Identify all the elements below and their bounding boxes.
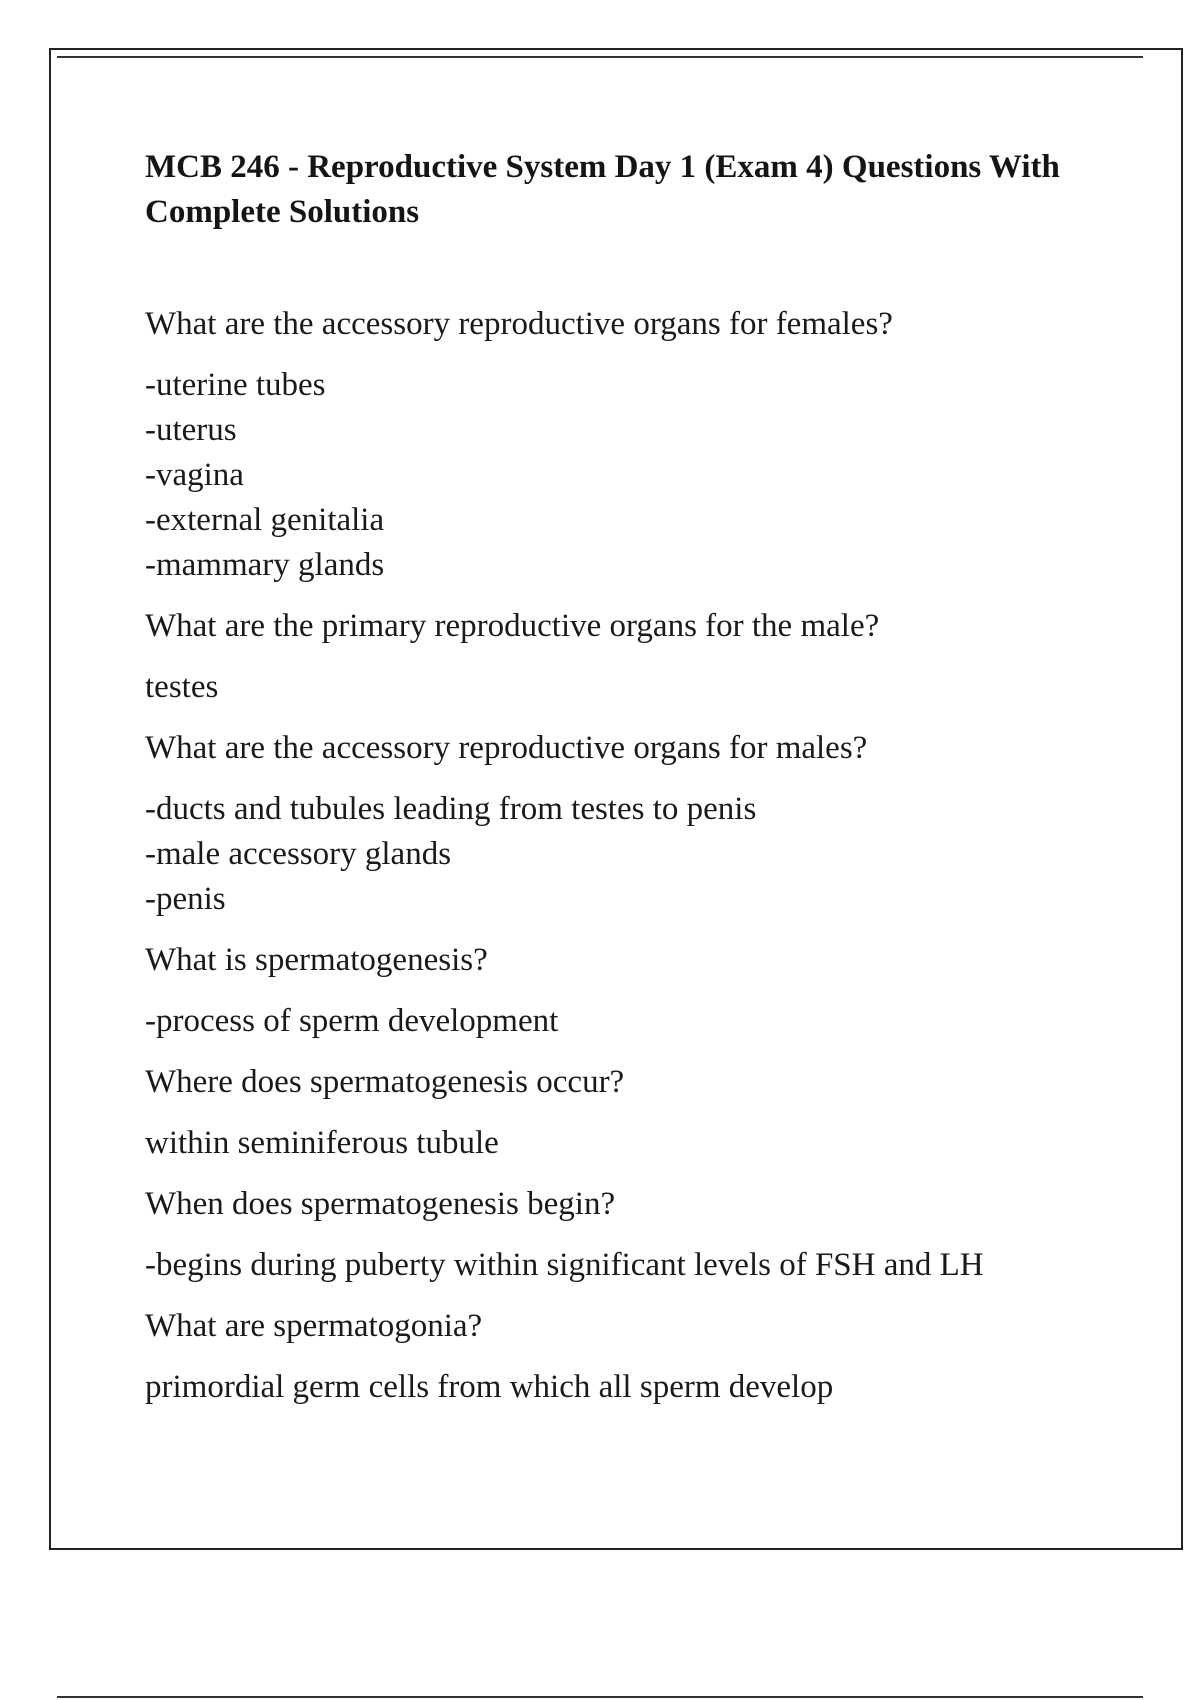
- answer: [145, 363, 1105, 588]
- qa-list: [145, 302, 1105, 1410]
- question: What are the primary reproductive organs for the male?: [145, 608, 880, 644]
- qa-item: [145, 1182, 1105, 1288]
- answer-line: -vagina: [145, 457, 244, 493]
- answer-line: -external genitalia: [145, 502, 385, 538]
- answer-line: -uterine tubes: [145, 367, 326, 403]
- qa-item: [145, 726, 1105, 922]
- answer-line: -mammary glands: [145, 547, 385, 583]
- answer: [145, 1365, 1105, 1410]
- answer: [145, 1121, 1105, 1166]
- bottom-rule: [57, 1696, 1143, 1698]
- answer-line: testes: [145, 669, 219, 705]
- qa-item: [145, 604, 1105, 710]
- question: When does spermatogenesis begin?: [145, 1186, 616, 1222]
- question: What are spermatogonia?: [145, 1308, 483, 1344]
- question: What is spermatogenesis?: [145, 942, 488, 978]
- answer-line: within seminiferous tubule: [145, 1125, 499, 1161]
- answer: [145, 787, 1105, 922]
- answer: [145, 999, 1105, 1044]
- answer-line: -penis: [145, 881, 226, 917]
- answer-line: -uterus: [145, 412, 237, 448]
- document-title: MCB 246 - Reproductive System Day 1 (Exam 4) Questions With Complete Solutions: [145, 149, 1060, 230]
- answer-line: primordial germ cells from which all sperm develop: [145, 1369, 834, 1405]
- answer-line: -process of sperm development: [145, 1003, 559, 1039]
- question: What are the accessory reproductive organs for females?: [145, 306, 893, 342]
- question: Where does spermatogenesis occur?: [145, 1064, 625, 1100]
- qa-item: [145, 1060, 1105, 1166]
- question: What are the accessory reproductive organs for males?: [145, 730, 868, 766]
- qa-item: [145, 302, 1105, 588]
- qa-item: [145, 938, 1105, 1044]
- answer: [145, 665, 1105, 710]
- answer-line: -begins during puberty within significant levels of FSH and LH: [145, 1247, 984, 1283]
- top-rule: [57, 56, 1143, 58]
- answer: [145, 1243, 1105, 1288]
- answer-line: -ducts and tubules leading from testes to penis: [145, 791, 757, 827]
- document-body: [145, 145, 1105, 1426]
- qa-item: [145, 1304, 1105, 1410]
- answer-line: -male accessory glands: [145, 836, 452, 872]
